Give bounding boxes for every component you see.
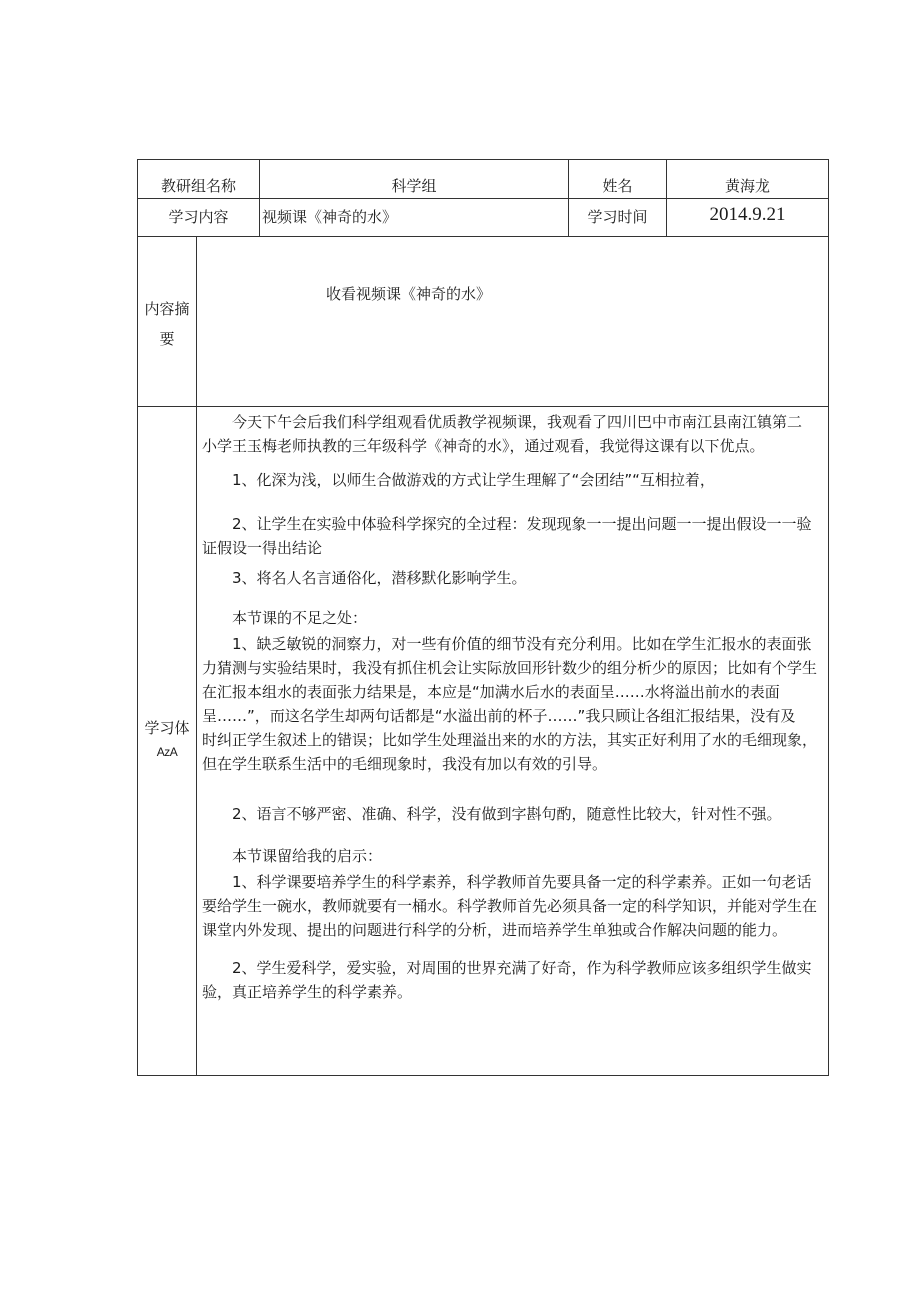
study-content-label: 学习内容 — [168, 208, 229, 226]
experience-label-line2: AzA — [156, 745, 178, 759]
summary-label — [138, 294, 196, 354]
experience-label — [138, 716, 196, 764]
text-line: 力猜测与实验结果时，我没有抓住机会让实际放回形针数少的组分析少的原因；比如有个学生 — [202, 659, 818, 677]
text-line: 证假设一得出结论 — [202, 539, 323, 557]
study-time-value: 2014.9.21 — [709, 204, 786, 225]
text-line: 2、让学生在实验中体验科学探究的全过程：发现现象一一提出问题一一提出假设一一验 — [232, 515, 812, 533]
merit-2 — [202, 512, 829, 560]
summary-text: 收看视频课《神奇的水》 — [326, 285, 492, 303]
table-row-divider-1 — [137, 198, 829, 199]
text-line: 1、缺乏敏锐的洞察力，对一些有价值的细节没有充分利用。比如在学生汇报水的表面张 — [232, 635, 812, 653]
merit-3 — [202, 566, 829, 590]
text-line: 但在学生联系生活中的毛细现象时，我没有加以有效的引导。 — [202, 755, 608, 773]
text-line: 3、将名人名言通俗化，潜移默化影响学生。 — [232, 569, 527, 587]
intro-paragraph — [202, 410, 829, 458]
text-line: 在汇报本组水的表面张力结果是，本应是“加满水后水的表面呈……水将溢出前水的表面 — [202, 683, 780, 701]
name-label: 姓名 — [602, 177, 633, 195]
study-content-value: 视频课《神奇的水》 — [262, 208, 398, 226]
table-border-bottom — [137, 1075, 829, 1076]
study-time-label: 学习时间 — [587, 208, 648, 226]
text-line: 要给学生一碗水，教师就要有一桶水。科学教师首先必须具备一定的科学知识，并能对学生在 — [202, 897, 818, 915]
text-line: 呈……”，而这名学生却两句话都是“水溢出前的杯子……”我只顾让各组汇报结果，没有及 — [202, 707, 796, 725]
table-row-divider-3 — [137, 406, 829, 407]
text-line: 1、科学课要培养学生的科学素养，科学教师首先要具备一定的科学素养。正如一句老话 — [232, 873, 812, 891]
group-name-value: 科学组 — [391, 177, 437, 195]
merit-1 — [202, 468, 829, 492]
text-line: 2、语言不够严密、准确、科学，没有做到字斟句酌，随意性比较大，针对性不强。 — [232, 805, 782, 823]
experience-label-line1: 学习体 — [144, 719, 190, 737]
name-value: 黄海龙 — [724, 177, 770, 195]
shortcoming-2 — [202, 802, 829, 826]
text-line: 2、学生爱科学，爱实验，对周围的世界充满了好奇，作为科学教师应该多组织学生做实 — [232, 959, 812, 977]
text-line: 本节课的不足之处： — [232, 609, 368, 627]
summary-label-line1: 内容摘 — [144, 300, 190, 318]
summary-label-line2: 要 — [159, 330, 175, 348]
label-col-divider — [196, 236, 197, 1076]
shortcomings-heading — [202, 606, 829, 630]
table-border-top — [137, 159, 829, 160]
shortcoming-1 — [202, 632, 829, 776]
text-line: 时纠正学生叙述上的错误；比如学生处理溢出来的水的方法，其实正好利用了水的毛细现象， — [202, 731, 818, 749]
text-line: 今天下午会后我们科学组观看优质教学视频课，我观看了四川巴中市南江县南江镇第二 — [232, 413, 803, 431]
text-line: 1、化深为浅，以师生合做游戏的方式让学生理解了“会团结”“互相拉着， — [232, 471, 715, 489]
insight-2 — [202, 956, 829, 1004]
text-line: 本节课留给我的启示： — [232, 847, 383, 865]
group-name-label: 教研组名称 — [160, 177, 236, 195]
text-line: 验，真正培养学生的科学素养。 — [202, 983, 413, 1001]
insight-1 — [202, 870, 829, 942]
table-row-divider-2 — [137, 236, 829, 237]
header-col-divider-3 — [666, 159, 667, 237]
text-line: 小学王玉梅老师执教的三年级科学《神奇的水》，通过观看，我觉得这课有以下优点。 — [202, 437, 765, 455]
insights-heading — [202, 844, 829, 868]
text-line: 课堂内外发现、提出的问题进行科学的分析，进而培养学生单独或合作解决问题的能力。 — [202, 921, 788, 939]
header-col-divider-1 — [259, 159, 260, 237]
